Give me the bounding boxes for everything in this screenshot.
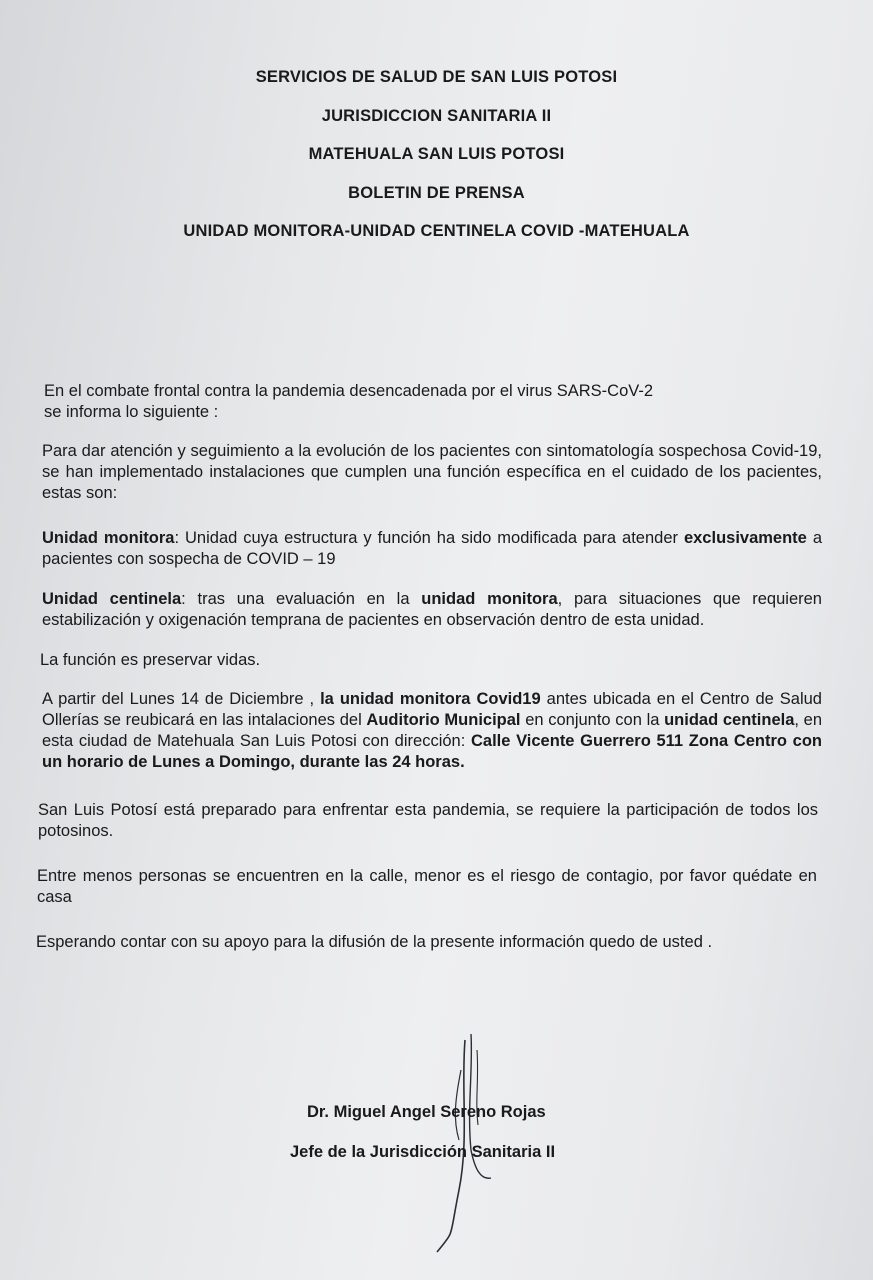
paragraph-attention: Para dar atención y seguimiento a la evolución de los pacientes con sintomatología sospechosa Covid-19, se han implementado instalaciones que cumplen una función específica en el cuidado de los pacientes, estas son: (42, 442, 822, 502)
text-span: , para situaciones que requieren estabilización y oxigenación temprana de pacientes en observación dentro de esta unidad. (42, 590, 822, 629)
bold-span: unidad centinela (664, 711, 795, 729)
paragraph-reubicacion (42, 689, 822, 773)
text-span: en conjunto con la (520, 711, 665, 729)
header-line-1: SERVICIOS DE SALUD DE SAN LUIS POTOSI (255, 68, 618, 86)
bold-span: la unidad monitora Covid19 (320, 690, 541, 708)
term-exclusivamente: exclusivamente (683, 529, 807, 547)
paragraph-unidad-centinela (42, 589, 822, 631)
intro-paragraph (44, 381, 824, 423)
text-span: , en esta ciudad de Matehuala San Luis Potosi con dirección: (42, 711, 822, 750)
paragraph-quedate: Entre menos personas se encuentren en la calle, menor es el riesgo de contagio, por favor quédate en casa (37, 867, 817, 906)
address-text: Calle Vicente Guerrero 511 Zona Centro con un horario de Lunes a Domingo, durante las 24 horas. (42, 732, 822, 771)
header-line-3: MATEHUALA SAN LUIS POTOSI (308, 145, 565, 163)
term-unidad-centinela: Unidad centinela (42, 590, 182, 608)
text-span: antes ubicada en el Centro de Salud Ollerías se reubicará en las intalaciones del (42, 690, 822, 729)
header-line-2: JURISDICCION SANITARIA II (321, 107, 552, 125)
term-unidad-monitora: Unidad monitora (42, 529, 175, 547)
term-unidad-monitora-2: unidad monitora (421, 590, 558, 608)
intro-line-1: En el combate frontal contra la pandemia desencadenada por el virus SARS-CoV-2 (44, 382, 654, 400)
signer-title: Jefe de la Jurisdicción Sanitaria II (290, 1143, 556, 1161)
intro-line-2: se informa lo siguiente : (44, 403, 219, 421)
paragraph-despedida: Esperando contar con su apoyo para la difusión de la presente información quedo de usted . (36, 933, 713, 951)
text-span: : tras una evaluación en la (181, 590, 422, 608)
paragraph-preservar: La función es preservar vidas. (40, 651, 261, 669)
paragraph-unidad-monitora (42, 528, 822, 570)
paragraph-preparado: San Luis Potosí está preparado para enfrentar esta pandemia, se requiere la participación de todos los potosinos. (38, 801, 818, 840)
header-line-5: UNIDAD MONITORA-UNIDAD CENTINELA COVID -MATEHUALA (183, 222, 690, 240)
signer-name: Dr. Miguel Angel Sereno Rojas (307, 1103, 546, 1121)
bold-span: Auditorio Municipal (366, 711, 521, 729)
text-span: : Unidad cuya estructura y función ha sido modificada para atender (174, 529, 684, 547)
header-line-4: BOLETIN DE PRENSA (348, 184, 525, 202)
text-span: a pacientes con sospecha de COVID – 19 (42, 529, 822, 568)
text-span: A partir del Lunes 14 de Diciembre , (42, 690, 321, 708)
